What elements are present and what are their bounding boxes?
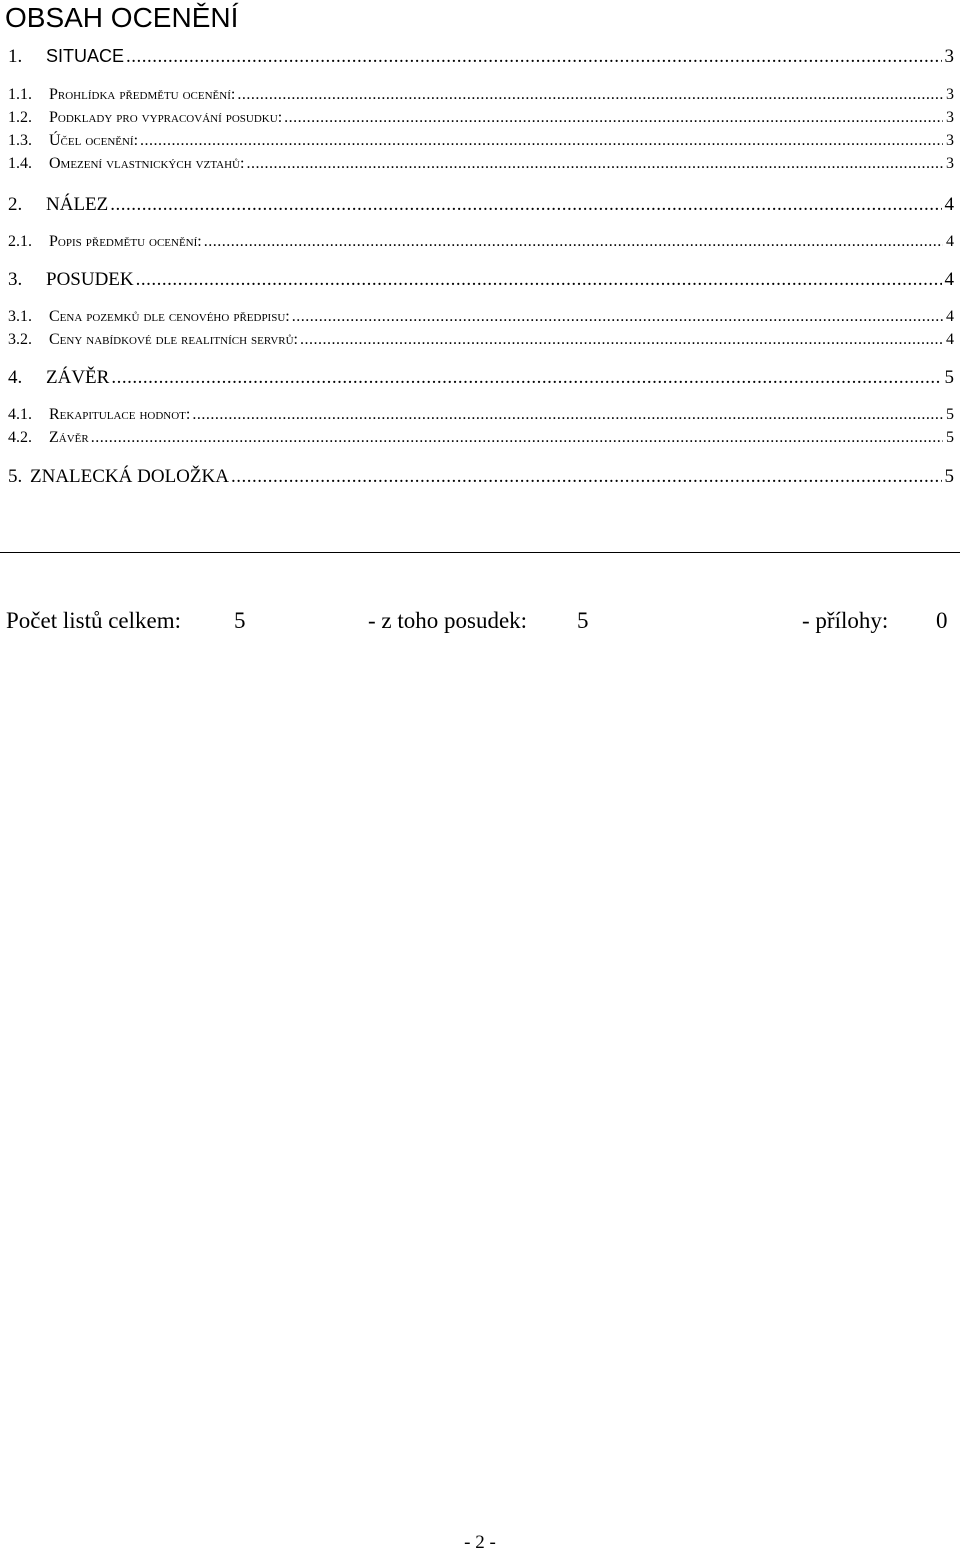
toc-entry-posudek[interactable] [8, 269, 954, 291]
toc-leader-dots [111, 367, 941, 389]
toc-leader-dots [292, 308, 943, 326]
toc-entry-title: SITUACE [46, 46, 125, 66]
toc-entry-title: Rekapitulace hodnot: [49, 406, 191, 423]
toc-entry-number: 3.1. [8, 308, 32, 325]
toc-leader-dots [91, 429, 943, 447]
attachments-value: 0 [936, 608, 948, 633]
toc-entry-title: Ceny nabídkové dle realitních servrů: [49, 331, 298, 348]
toc-leader-dots [284, 109, 943, 127]
toc-leader-dots [237, 86, 943, 104]
toc-entry-title: ZNALECKÁ DOLOŽKA [30, 466, 229, 487]
toc-entry-page: 5 [944, 367, 954, 388]
toc-entry-number: 4. [8, 367, 23, 388]
toc-entry-number: 1.1. [8, 86, 32, 103]
toc-entry-number: 3. [8, 269, 23, 290]
toc-entry-title: POSUDEK [46, 269, 134, 290]
toc-entry-page: 4 [944, 269, 954, 290]
toc-entry-number: 1.3. [8, 132, 32, 149]
toc-entry-nalez[interactable] [8, 194, 954, 216]
posudek-sheets-label: - z toho posudek: [368, 608, 528, 633]
toc-entry-page: 3 [944, 46, 954, 67]
posudek-sheets-value: 5 [577, 608, 589, 633]
toc-entry-number: 1. [8, 46, 23, 67]
toc-entry-popis[interactable] [8, 233, 954, 251]
toc-leader-dots [192, 406, 943, 424]
total-sheets-label: Počet listů celkem: [6, 608, 182, 633]
page-number: - 2 - [464, 1532, 496, 1553]
toc-entry-cena-pozemku[interactable] [8, 308, 954, 326]
toc-entry-page: 3 [946, 155, 954, 172]
toc-entry-page: 3 [946, 132, 954, 149]
toc-entry-page: 3 [946, 109, 954, 126]
toc-leader-dots [110, 194, 941, 216]
toc-entry-page: 4 [944, 194, 954, 215]
toc-leader-dots [300, 331, 943, 349]
toc-leader-dots [231, 466, 942, 488]
toc-entry-ucel[interactable] [8, 132, 954, 150]
toc-entry-title: Podklady pro vypracování posudku: [49, 109, 283, 126]
toc-entry-title: Prohlídka předmětu ocenění: [49, 86, 236, 103]
toc-leader-dots [204, 233, 943, 251]
toc-entry-page: 3 [946, 86, 954, 103]
attachments-label: - přílohy: [802, 608, 889, 633]
toc-entry-number: 5. [8, 466, 23, 487]
toc-entry-number: 1.2. [8, 109, 32, 126]
toc-entry-number: 2. [8, 194, 23, 215]
toc-entry-page: 5 [946, 429, 954, 446]
toc-entry-number: 4.2. [8, 429, 32, 446]
toc-leader-dots [140, 132, 943, 150]
toc-entry-zaver-sub[interactable] [8, 429, 954, 447]
toc-entry-title: Účel ocenění: [49, 132, 139, 149]
toc-entry-number: 3.2. [8, 331, 32, 348]
toc-leader-dots [126, 46, 941, 68]
toc-entry-prohlidka[interactable] [8, 86, 954, 104]
total-sheets-value: 5 [234, 608, 246, 633]
toc-entry-znalecka-dolozka[interactable] [8, 466, 954, 488]
toc-entry-ceny-nabidkove[interactable] [8, 331, 954, 349]
toc-entry-page: 4 [946, 233, 954, 250]
toc-entry-page: 4 [946, 308, 954, 325]
toc-entry-number: 4.1. [8, 406, 32, 423]
toc-entry-title: Popis předmětu ocenění: [49, 233, 202, 250]
toc-entry-number: 1.4. [8, 155, 32, 172]
toc-entry-title: Závěr [49, 429, 89, 446]
toc-leader-dots [136, 269, 942, 291]
toc-entry-title: ZÁVĚR [46, 367, 110, 388]
toc-entry-zaver[interactable] [8, 367, 954, 389]
toc-leader-dots [246, 155, 943, 173]
toc-entry-podklady[interactable] [8, 109, 954, 127]
toc-entry-title: Omezení vlastnických vztahů: [49, 155, 245, 172]
toc-entry-situace[interactable] [8, 46, 954, 68]
horizontal-divider [0, 552, 960, 553]
toc-entry-omezeni[interactable] [8, 155, 954, 173]
toc-entry-title: NÁLEZ [46, 194, 109, 215]
toc-entry-title: Cena pozemků dle cenového předpisu: [49, 308, 290, 325]
toc-entry-number: 2.1. [8, 233, 32, 250]
toc-entry-page: 5 [946, 406, 954, 423]
page-title: OBSAH OCENĚNÍ [5, 2, 239, 33]
toc-entry-page: 5 [944, 466, 954, 487]
toc-entry-page: 4 [946, 331, 954, 348]
toc-entry-rekapitulace[interactable] [8, 406, 954, 424]
